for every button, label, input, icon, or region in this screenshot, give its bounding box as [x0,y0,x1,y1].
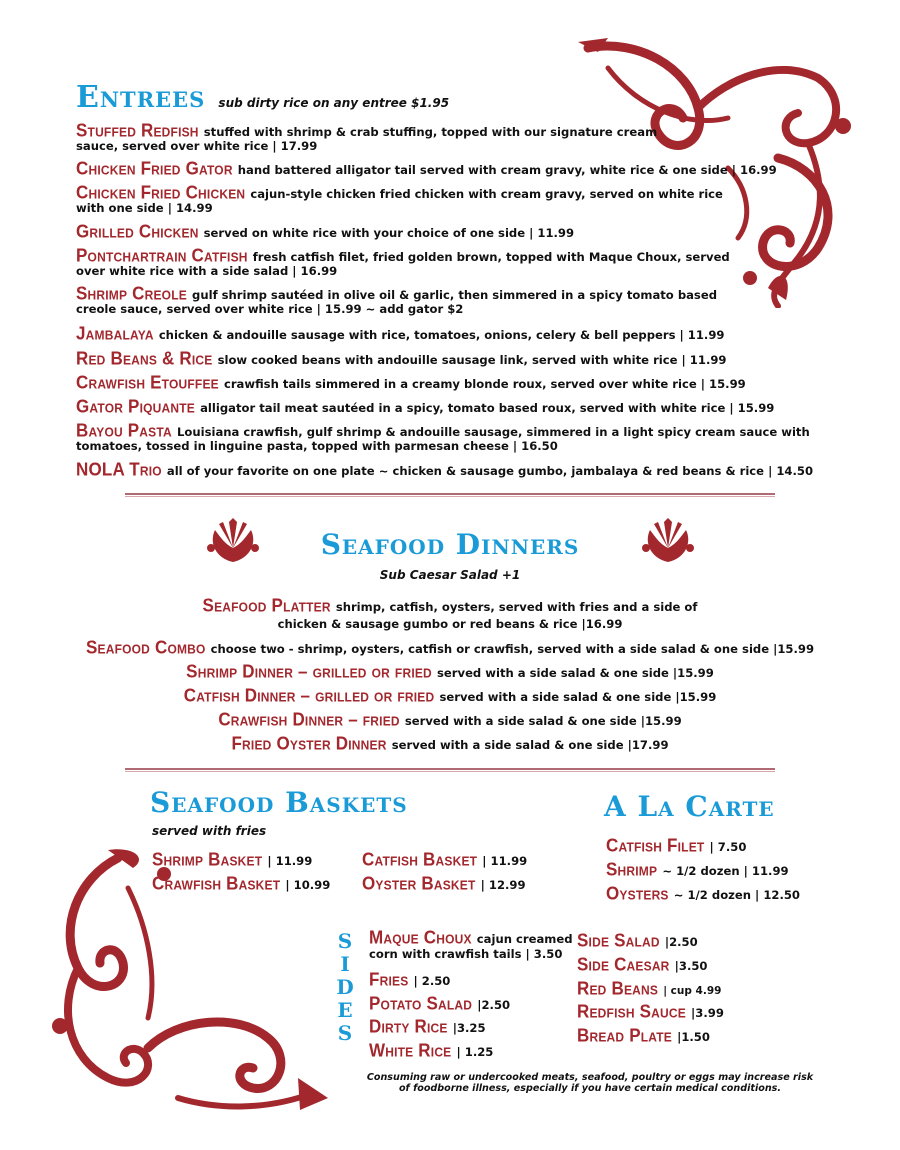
item-name: Catfish Filet [606,835,705,856]
item-name: Maque Choux [369,927,472,948]
item-name: Catfish Basket [362,849,478,870]
side-item [577,955,708,975]
item-name: Crawfish Basket [152,873,281,894]
menu-item [76,372,796,393]
section-divider [125,493,775,495]
item-price: cajun creamed [476,932,573,946]
seafood-dinners-note: Sub Caesar Salad +1 [379,568,521,582]
item-name: Grilled Chicken [76,221,199,242]
item-name: Oysters [606,883,669,904]
item-description: served on white rice with your choice of one side | 11.99 [203,226,575,240]
a-la-carte-item [606,884,800,904]
item-name: Shrimp Creole [76,283,187,304]
item-description: served with a side salad & one side |15.99 [437,666,714,680]
item-name: Seafood Platter [202,595,331,616]
item-description: chicken & andouille sausage with rice, tomatoes, onions, celery & bell peppers | 11.99 [158,328,725,342]
item-description: gulf shrimp sautéed in olive oil & garlic, then simmered in a spicy tomato based [192,288,717,302]
menu-item [76,420,836,453]
sides-letter: S [337,929,353,953]
item-name: Side Salad [577,930,660,951]
side-item [369,970,450,990]
item-name: NOLA Trio [76,459,162,480]
item-description: stuffed with shrimp & crab stuffing, topped with our signature cream [203,125,658,139]
sides-letter: I [340,952,350,976]
item-name: Stuffed Redfish [76,120,199,141]
item-description-cont: creole sauce, served over white rice | 15.99 ~ add gator $2 [76,302,464,316]
item-description: choose two - shrimp, oysters, catfish or crawfish, served with a side salad & one side |15.99 [210,642,815,656]
item-price: |3.25 [452,1021,486,1035]
food-safety-disclaimer [360,1072,820,1094]
seafood-baskets-note: served with fries [152,824,267,838]
item-name: Redfish Sauce [577,1001,686,1022]
sides-letter: S [337,1021,353,1045]
item-name: Crawfish Dinner – fried [218,709,400,730]
item-name: Red Beans [577,978,659,999]
item-name: White Rice [369,1040,452,1061]
menu-item [76,396,796,417]
menu-item [76,459,836,480]
item-description: alligator tail meat sautéed in a spicy, tomato based roux, served with white rice | 15.99 [200,401,775,415]
entrees-note: sub dirty rice on any entree $1.95 [218,96,450,110]
basket-item [152,850,312,870]
menu-item [76,348,796,369]
item-description: served with a side salad & one side |17.99 [391,738,669,752]
entrees-header [76,80,449,115]
sides-letter: D [336,975,354,999]
basket-item [152,874,330,894]
side-item [369,927,579,961]
item-price: | 11.99 [482,854,528,868]
item-name: Crawfish Etouffee [76,372,219,393]
disclaimer-line: of foodborne illness, especially if you have certain medical conditions. [398,1083,782,1094]
side-item [369,994,510,1014]
item-description: served with a side salad & one side |15.99 [439,690,717,704]
item-price: |2.50 [477,998,511,1012]
item-price: | 10.99 [285,878,331,892]
item-description-cont: chicken & sausage gumbo or red beans & rice |16.99 [277,617,623,631]
item-name: Fried Oyster Dinner [231,733,387,754]
section-divider [125,768,775,770]
item-price: | 1.25 [456,1045,494,1059]
item-description-cont: with one side | 14.99 [76,201,213,215]
item-price: | 7.50 [709,840,747,854]
item-description-cont: over white rice with a side salad | 16.99 [76,264,338,278]
item-description: fresh catfish filet, fried golden brown, topped with Maque Choux, served [252,250,730,264]
item-name: Side Caesar [577,954,670,975]
item-price: |2.50 [664,935,698,949]
side-item [577,979,721,999]
item-name: Shrimp Dinner – grilled or fried [186,661,432,682]
sides-letter: E [337,998,353,1022]
menu-item [76,120,796,153]
menu-item [76,245,796,278]
menu-item [76,323,796,344]
a-la-carte-item [606,836,746,856]
seafood-dinners-title: Seafood Dinners [320,528,580,561]
item-description: hand battered alligator tail served with cream gravy, white rice & one side | 16.99 [237,163,777,177]
menu-item [0,686,900,706]
menu-item [0,662,900,682]
item-name: Red Beans & Rice [76,348,213,369]
item-description-cont: tomatoes, tossed in linguine pasta, topped with parmesan cheese | 16.50 [76,439,558,453]
menu-item [76,283,796,316]
disclaimer-line: Consuming raw or undercooked meats, seafood, poultry or eggs may increase risk [366,1072,814,1083]
item-name: Catfish Dinner – grilled or fried [183,685,435,706]
basket-item [362,850,527,870]
menu-item [76,158,796,179]
item-name: Shrimp Basket [152,849,263,870]
side-item [369,1041,493,1061]
item-description: cajun-style chicken fried chicken with cream gravy, served on white rice [250,187,723,201]
item-price: | cup 4.99 [663,985,722,997]
item-name: Chicken Fried Chicken [76,182,246,203]
item-description: shrimp, catfish, oysters, served with fries and a side of [335,600,698,614]
item-price: | 2.50 [413,974,451,988]
item-description: Louisiana crawfish, gulf shrimp & andouille sausage, simmered in a light spicy cream sauce with [176,425,810,439]
a-la-carte-title: A La Carte [604,790,775,823]
side-item [577,931,698,951]
item-description: slow cooked beans with andouille sausage link, served with white rice | 11.99 [217,353,727,367]
item-description: served with a side salad & one side |15.99 [404,714,682,728]
item-name: Potato Salad [369,993,473,1014]
item-name: Shrimp [606,859,658,880]
menu-item [76,182,796,215]
item-name: Chicken Fried Gator [76,158,233,179]
item-price-cont: corn with crawfish tails | 3.50 [369,947,563,961]
side-item [369,1017,486,1037]
basket-item [362,874,526,894]
item-name: Dirty Rice [369,1016,448,1037]
item-name: Pontchartrain Catfish [76,245,248,266]
item-name: Fries [369,969,409,990]
item-price: ~ 1/2 dozen | 11.99 [662,864,789,878]
item-price: ~ 1/2 dozen | 12.50 [673,888,800,902]
entrees-title: Entrees [76,80,206,115]
item-name: Bayou Pasta [76,420,172,441]
side-item [577,1026,710,1046]
item-description: crawfish tails simmered in a creamy blonde roux, served over white rice | 15.99 [223,377,746,391]
menu-item [0,638,900,658]
sides-vertical-label [334,930,356,1045]
item-price: |1.50 [677,1030,710,1044]
item-name: Oyster Basket [362,873,476,894]
item-name: Gator Piquante [76,396,195,417]
menu-item [0,710,900,730]
item-price: | 11.99 [267,854,313,868]
a-la-carte-item [606,860,789,880]
item-price: |3.50 [674,959,708,973]
seafood-baskets-title: Seafood Baskets [150,786,408,819]
item-name: Jambalaya [76,323,154,344]
item-price: | 12.99 [480,878,526,892]
item-price: |3.99 [691,1006,724,1020]
menu-item [76,221,796,242]
item-name: Seafood Combo [85,637,206,658]
side-item [577,1002,724,1022]
menu-item [0,595,900,632]
item-name: Bread Plate [577,1025,672,1046]
menu-item [0,734,900,754]
item-description-cont: sauce, served over white rice | 17.99 [76,139,318,153]
item-description: all of your favorite on one plate ~ chicken & sausage gumbo, jambalaya & red beans & rice | 14.50 [166,464,814,478]
